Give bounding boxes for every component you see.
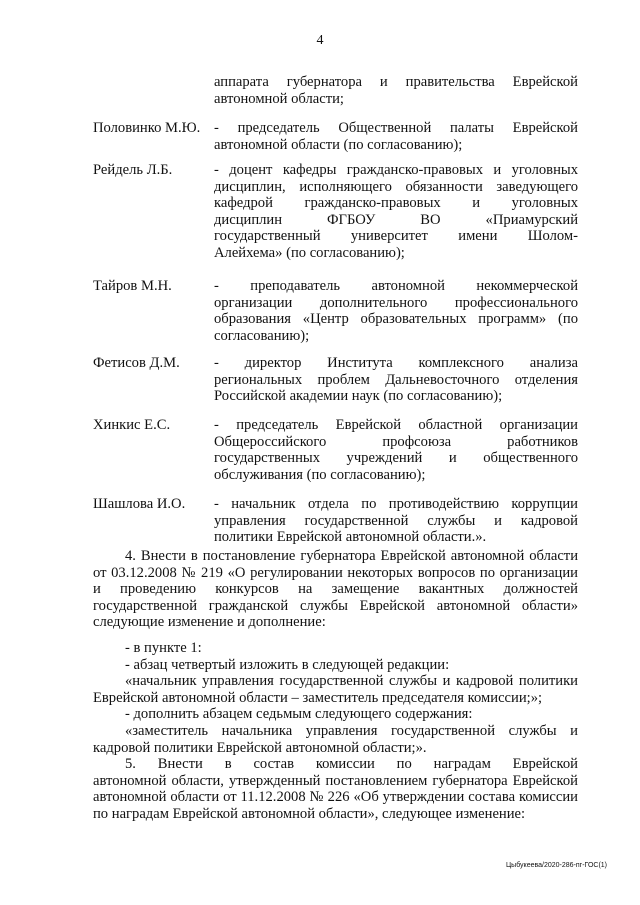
desc-line: аппарата губернатора и правительства Еврейской [214, 74, 578, 90]
paragraph [93, 548, 578, 631]
desc-line: государственный университет имени Шолом- [214, 228, 578, 244]
paragraph-line: кадровой политики Еврейской автономной области;». [93, 739, 427, 756]
page-number: 4 [316, 33, 324, 48]
desc-line: региональных проблем Дальневосточного отделения [214, 371, 578, 388]
paragraph-line: от 03.12.2008 № 219 «О регулировании некоторых вопросов по организации [93, 564, 578, 581]
desc-line: Российской академии наук (по согласованию); [214, 388, 503, 404]
desc-line: государственных учреждений и общественного [214, 450, 578, 466]
desc-line: - преподаватель автономной некоммерческой [214, 278, 578, 294]
paragraph [93, 673, 578, 706]
member-name: Хинкис Е.С. [93, 417, 171, 433]
member-name: Шашлова И.О. [93, 496, 186, 512]
paragraph [93, 640, 578, 657]
paragraph-line: - в пункте 1: [125, 640, 202, 656]
paragraph-line: - дополнить абзацем седьмым следующего содержания: [125, 706, 473, 722]
desc-line: организации дополнительного профессионального [214, 294, 578, 311]
paragraph-line: 4. Внести в постановление губернатора Еврейской автономной области [125, 548, 578, 564]
desc-line: управления государственной службы и кадровой [214, 512, 578, 529]
paragraph-line: - абзац четвертый изложить в следующей редакции: [125, 657, 450, 673]
desc-line: автономной области (по согласованию); [214, 136, 463, 153]
paragraph [93, 723, 578, 756]
desc-line: политики Еврейской автономной области.». [214, 529, 487, 545]
paragraph-line: следующие изменение и дополнение: [93, 614, 326, 630]
desc-line: дисциплин, исполняющего обязанности заведующего [214, 178, 578, 195]
desc-line: согласованию); [214, 327, 310, 344]
continued-description [214, 74, 578, 107]
desc-line: - директор Института комплексного анализа [214, 355, 578, 371]
desc-line: - председатель Еврейской областной организации [214, 417, 578, 433]
member-description [214, 417, 578, 483]
desc-line: - председатель Общественной палаты Еврейской [214, 120, 578, 136]
document-footer-code: Цыбукеева/2020-286-пг-ГОС(1) [505, 862, 607, 869]
paragraph-line: автономной области, утвержденный постановлением губернатора Еврейской [93, 772, 578, 789]
paragraph-line: «заместитель начальника управления государственной службы и [125, 723, 578, 739]
member-name: Половинко М.Ю. [93, 120, 201, 136]
member-description [214, 162, 578, 261]
member-name: Тайров М.Н. [93, 278, 172, 294]
member-name: Фетисов Д.М. [93, 355, 180, 371]
member-description [214, 120, 578, 153]
paragraph-line: 5. Внести в состав комиссии по наградам Еврейской [125, 756, 578, 772]
paragraph-line: «начальник управления государственной службы и кадровой политики [125, 673, 578, 689]
desc-line: - доцент кафедры гражданско-правовых и уголовных [214, 162, 578, 178]
desc-line: образования «Центр образовательных программ» (по [214, 311, 578, 327]
paragraph-line: Еврейской автономной области – заместитель председателя комиссии;»; [93, 689, 543, 706]
paragraph-line: и проведению конкурсов на замещение вакантных должностей [93, 581, 578, 597]
desc-line: автономной области; [214, 90, 344, 107]
paragraph [93, 756, 578, 822]
paragraph [93, 657, 578, 674]
member-description [214, 355, 578, 405]
paragraph-line: государственной гражданской службы Еврейской автономной области» [93, 597, 578, 614]
desc-line: - начальник отдела по противодействию коррупции [214, 496, 578, 512]
desc-line: Общероссийского профсоюза работников [214, 433, 578, 450]
desc-line: дисциплин ФГБОУ ВО «Приамурский [214, 211, 578, 228]
desc-line: обслуживания (по согласованию); [214, 466, 426, 483]
paragraph-line: по наградам Еврейской автономной области», следующее изменение: [93, 805, 526, 822]
paragraph [93, 706, 578, 723]
member-name: Рейдель Л.Б. [93, 162, 173, 178]
member-description [214, 496, 578, 546]
paragraph-line: автономной области от 11.12.2008 № 226 «Об утверждении состава комиссии [93, 789, 578, 805]
desc-line: Алейхема» (по согласованию); [214, 244, 405, 261]
desc-line: кафедрой гражданско-правовых и уголовных [214, 195, 578, 211]
member-description [214, 278, 578, 344]
